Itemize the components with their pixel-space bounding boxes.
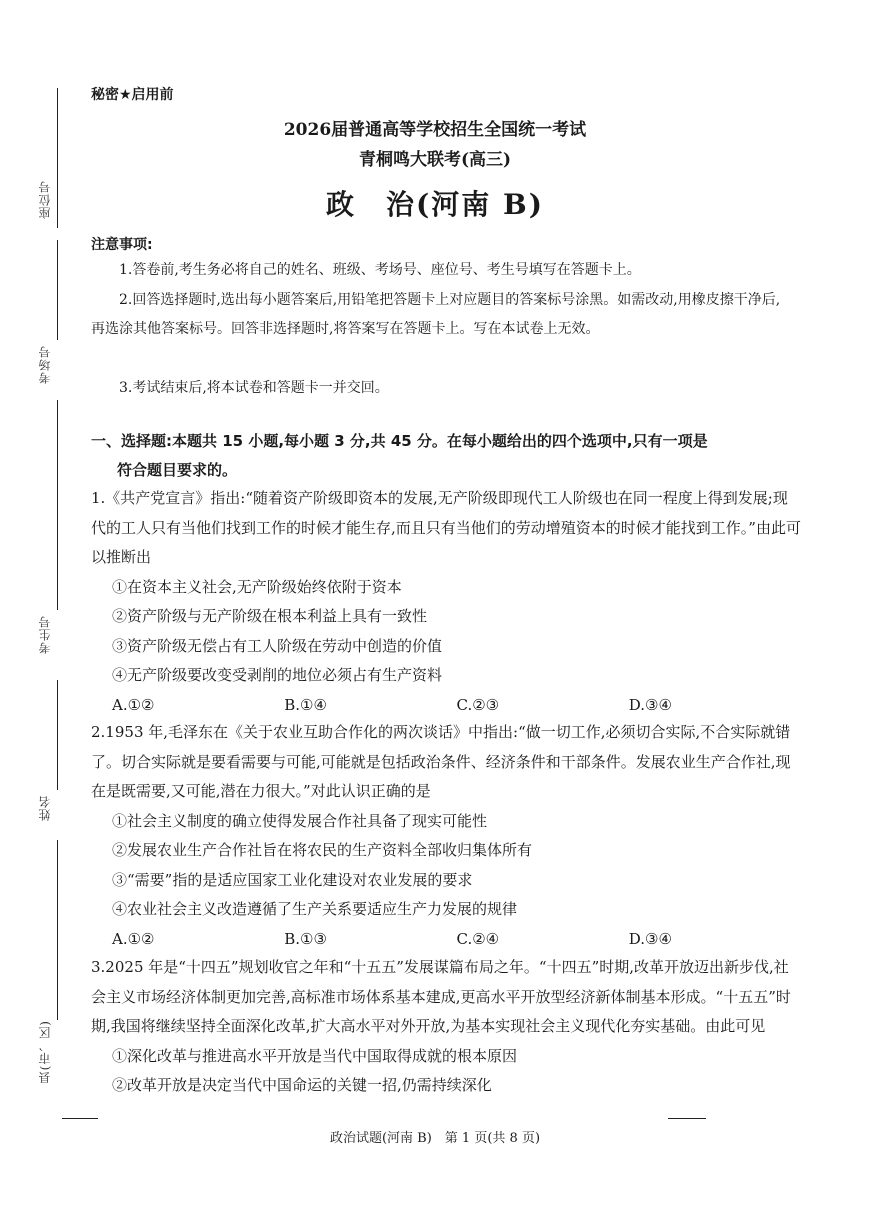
exam-title: 2026届普通高等学校招生全国统一考试 [283, 120, 587, 140]
options-row [91, 691, 801, 721]
option-d: D.③④ [628, 695, 672, 714]
footer-rule [62, 1118, 98, 1119]
margin-line [57, 400, 58, 610]
page-footer: 政治试题(河南 B) 第 1 页(共 8 页) [329, 1131, 541, 1146]
margin-label-name: 姓名 [38, 795, 52, 821]
statement: ②改革开放是决定当代中国命运的关键一招,仍需持续深化 [112, 1076, 492, 1094]
statement: ④无产阶级要改变受剥削的地位必须占有生产资料 [112, 666, 443, 684]
margin-label-seat: 座位号 [38, 180, 52, 219]
margin-label-county: 县(市、区) [38, 1020, 52, 1084]
option-a: A.①② [112, 929, 155, 948]
question-stem: 2.1953 年,毛泽东在《关于农业互助合作化的两次谈话》中指出:“做一切工作,必须切合实际,不合实际就错了。切合实际就是要看需要与可能,可能就是包括政治条件、经济条件和干部条件。发展农业生产合作社,现在是既需要,又可能,潜在力很大。”对此认识正确的是 [91, 723, 791, 800]
subject-title: 政 治(河南 B) [326, 188, 544, 221]
margin-line [57, 840, 58, 1020]
option-c: C.②③ [456, 695, 500, 714]
option-d: D.③④ [628, 929, 672, 948]
question-1 [91, 484, 801, 720]
statement: ④农业社会主义改造遵循了生产关系要适应生产力发展的规律 [112, 900, 518, 918]
note-item: 1.答卷前,考生务必将自己的姓名、班级、考场号、座位号、考生号填写在答题卡上。 [119, 262, 641, 278]
question-2 [91, 718, 801, 954]
notes-heading: 注意事项: [91, 237, 153, 253]
option-b: B.①③ [284, 929, 327, 948]
statement: ②发展农业生产合作社旨在将农民的生产资料全部收归集体所有 [112, 841, 533, 859]
statement: ①深化改革与推进高水平开放是当代中国取得成就的根本原因 [112, 1046, 518, 1065]
margin-label-room: 考场号 [38, 345, 52, 384]
note-item: 3.考试结束后,将本试卷和答题卡一并交回。 [119, 380, 389, 396]
footer-rule [668, 1118, 706, 1119]
margin-line [57, 680, 58, 790]
question-3 [91, 953, 801, 1101]
option-a: A.①② [112, 695, 155, 714]
question-stem: 3.2025 年是“十四五”规划收官之年和“十五五”发展谋篇布局之年。“十四五”时期,改革开放迈出新步伐,社会主义市场经济体制更加完善,高标准市场体系基本建成,更高水平开放型经济新体制基本形成。“十五五”时期,我国将继续坚持全面深化改革,扩大高水平对外开放,为基本实现社会主义现代化夯实基础。由此可见 [91, 958, 791, 1035]
statement: ①社会主义制度的确立使得发展合作社具备了现实可能性 [112, 811, 488, 830]
statement: ③资产阶级无偿占有工人阶级在劳动中创造的价值 [112, 636, 443, 655]
option-c: C.②④ [456, 929, 500, 948]
section-line2: 符合题目要求的。 [117, 461, 238, 479]
exam-subtitle: 青桐鸣大联考(高三) [358, 150, 512, 170]
margin-label-student-id: 考生号 [38, 615, 52, 654]
statement: ①在资本主义社会,无产阶级始终依附于资本 [112, 577, 402, 596]
note-item: 2.回答选择题时,选出每小题答案后,用铅笔把答题卡上对应题目的答案标号涂黑。如需改动,用橡皮擦干净后,再选涂其他答案标号。回答非选择题时,将答案写在答题卡上。写在本试卷上无效。 [91, 292, 781, 337]
statement: ③“需要”指的是适应国家工业化建设对农业发展的要求 [112, 870, 473, 889]
section-heading [91, 427, 801, 485]
options-row [91, 925, 801, 955]
question-stem: 1.《共产党宣言》指出:“随着资产阶级即资本的发展,无产阶级即现代工人阶级也在同一程度上得到发展;现代的工人只有当他们找到工作的时候才能生存,而且只有当他们的劳动增殖资本的时候才能找到工作。”由此可以推断出 [91, 489, 801, 566]
secret-mark: 秘密★启用前 [91, 87, 174, 103]
option-b: B.①④ [284, 695, 327, 714]
section-line1: 一、选择题:本题共 15 小题,每小题 3 分,共 45 分。在每小题给出的四个选项中,只有一项是 [91, 432, 708, 450]
margin-line [57, 240, 58, 340]
statement: ②资产阶级与无产阶级在根本利益上具有一致性 [112, 607, 428, 625]
